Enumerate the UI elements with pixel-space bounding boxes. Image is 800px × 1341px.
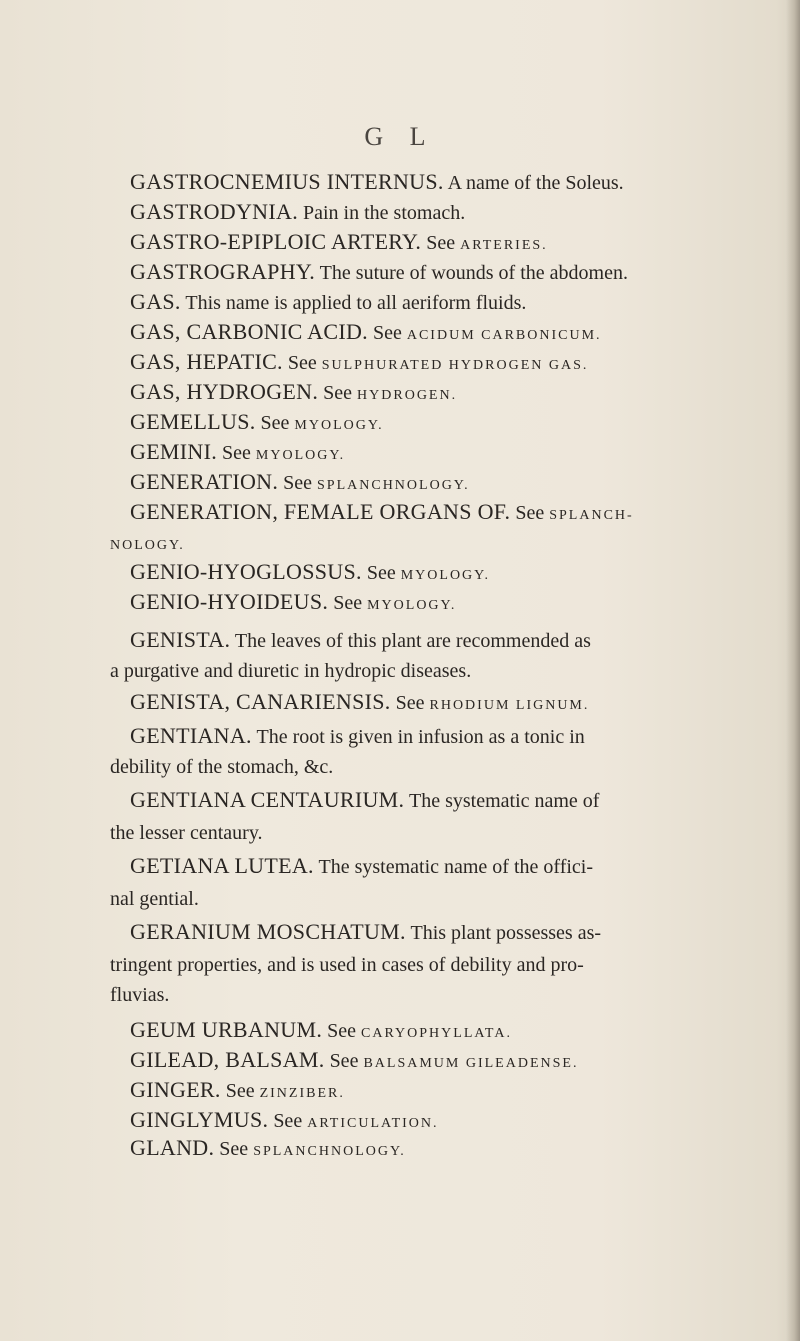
entry-line xyxy=(110,820,263,848)
entry-headword: GEUM URBANUM. xyxy=(130,1017,323,1042)
entry-headword: GENISTA. xyxy=(130,627,231,652)
entry-line xyxy=(130,724,585,752)
entry-definition: fluvias. xyxy=(110,984,170,1006)
entry-line xyxy=(130,560,490,588)
entry-headword: GASTROCNEMIUS INTERNUS. xyxy=(130,169,444,194)
entry-headword: GINGLYMUS. xyxy=(130,1107,269,1132)
entry-definition: nal gential. xyxy=(110,888,199,910)
entry-definition: See xyxy=(510,502,550,524)
entry-definition: See xyxy=(318,382,358,404)
entry-crossref: MYOLOGY. xyxy=(400,568,490,583)
entry-line xyxy=(130,260,628,288)
entry-crossref: CARYOPHYLLATA. xyxy=(361,1026,512,1041)
entry-headword: GASTRO-EPIPLOIC ARTERY. xyxy=(130,229,422,254)
entry-definition: A name of the Soleus. xyxy=(443,172,624,194)
entry-definition: This name is applied to all aeriform fluids. xyxy=(180,292,527,314)
entry-line xyxy=(130,470,470,498)
entry-headword: GAS. xyxy=(130,289,181,314)
entry-definition: See xyxy=(367,322,407,344)
entry-line xyxy=(130,854,593,882)
entry-crossref: ARTICULATION. xyxy=(307,1116,439,1131)
entry-definition: Pain in the stomach. xyxy=(298,202,466,224)
entry-headword: GENERATION. xyxy=(130,469,279,494)
entry-line xyxy=(130,500,634,528)
entry-crossref: MYOLOGY. xyxy=(367,598,457,613)
entry-line xyxy=(130,320,602,348)
entry-definition: The leaves of this plant are recommended as xyxy=(230,630,591,652)
entry-definition: See xyxy=(220,1080,260,1102)
entry-line xyxy=(130,1108,439,1136)
entry-definition: tringent properties, and is used in cases of debility and pro- xyxy=(110,954,584,976)
entry-definition: This plant possesses as- xyxy=(405,922,602,944)
entry-headword: GASTRODYNIA. xyxy=(130,199,298,224)
entry-crossref: SULPHURATED HYDROGEN GAS. xyxy=(321,358,589,373)
entry-definition: a purgative and diuretic in hydropic diseases. xyxy=(110,660,472,682)
entry-headword: GAS, HYDROGEN. xyxy=(130,379,319,404)
entry-definition: See xyxy=(322,1020,362,1042)
entry-line xyxy=(130,1018,512,1046)
entry-headword: GINGER. xyxy=(130,1077,221,1102)
entry-line xyxy=(130,440,345,468)
entry-line xyxy=(110,886,199,914)
entry-definition: See xyxy=(214,1138,254,1160)
entry-line xyxy=(130,200,465,228)
entry-headword: GEMELLUS. xyxy=(130,409,256,434)
entry-headword: GLAND. xyxy=(130,1135,215,1160)
entry-crossref: RHODIUM LIGNUM. xyxy=(429,698,590,713)
entry-crossref: MYOLOGY. xyxy=(255,448,346,463)
entry-headword: GAS, HEPATIC. xyxy=(130,349,283,374)
entry-line xyxy=(110,658,471,686)
entry-line xyxy=(130,920,601,948)
entry-headword: GASTROGRAPHY. xyxy=(130,259,316,284)
entry-definition: See xyxy=(255,412,295,434)
entry-definition: The suture of wounds of the abdomen. xyxy=(315,262,628,284)
entry-line xyxy=(130,628,591,656)
entry-line xyxy=(130,1136,406,1164)
entry-definition: The systematic name of xyxy=(404,790,600,812)
entry-definition: The root is given in infusion as a tonic in xyxy=(251,726,585,748)
entry-definition: the lesser centaury. xyxy=(110,822,263,844)
entry-line xyxy=(130,380,457,408)
entry-line xyxy=(130,410,384,438)
entry-line xyxy=(130,690,589,718)
entry-definition: The systematic name of the offici- xyxy=(313,856,594,878)
entry-definition: See xyxy=(278,472,318,494)
entry-line xyxy=(130,230,548,258)
entry-crossref: ZINZIBER. xyxy=(259,1086,345,1101)
entry-line xyxy=(110,952,584,980)
entry-definition: See xyxy=(217,442,256,464)
entry-headword: GENTIANA. xyxy=(130,723,252,748)
entry-line xyxy=(110,982,169,1010)
entry-definition: See xyxy=(282,352,322,374)
entry-headword: GETIANA LUTEA. xyxy=(130,853,314,878)
entry-line xyxy=(130,350,588,378)
entry-line xyxy=(130,290,526,318)
entry-headword: GILEAD, BALSAM. xyxy=(130,1047,325,1072)
entry-headword: GAS, CARBONIC ACID. xyxy=(130,319,368,344)
entry-crossref: HYDROGEN. xyxy=(357,388,458,403)
entry-crossref: ARTERIES. xyxy=(460,238,548,253)
entry-headword: GENIO-HYOIDEUS. xyxy=(130,589,329,614)
entry-definition: debility of the stomach, &c. xyxy=(110,756,334,778)
entry-definition: See xyxy=(268,1110,308,1132)
entry-line xyxy=(130,170,624,198)
entry-definition: See xyxy=(361,562,401,584)
entry-definition: See xyxy=(328,592,368,614)
entry-headword: GENIO-HYOGLOSSUS. xyxy=(130,559,362,584)
entry-crossref: NOLOGY. xyxy=(110,538,185,553)
entry-definition: See xyxy=(390,692,430,714)
page-edge-shadow xyxy=(786,0,800,1341)
entry-crossref: SPLANCHNOLOGY. xyxy=(253,1144,406,1159)
entry-headword: GENERATION, FEMALE ORGANS OF. xyxy=(130,499,511,524)
running-head: G L xyxy=(364,122,436,151)
entry-line xyxy=(130,1048,578,1076)
entry-line xyxy=(130,1078,345,1106)
entry-line xyxy=(110,530,185,558)
entry-definition: See xyxy=(421,232,461,254)
entry-line xyxy=(110,754,333,782)
entry-headword: GENTIANA CENTAURIUM. xyxy=(130,787,405,812)
entry-line xyxy=(130,590,456,618)
entry-headword: GENISTA, CANARIENSIS. xyxy=(130,689,391,714)
entry-crossref: ACIDUM CARBONICUM. xyxy=(406,328,602,343)
entry-definition: See xyxy=(324,1050,364,1072)
entry-crossref: BALSAMUM GILEADENSE. xyxy=(363,1056,579,1071)
entry-crossref: MYOLOGY. xyxy=(294,418,384,433)
entry-line xyxy=(130,788,599,816)
entry-headword: GEMINI. xyxy=(130,439,218,464)
entry-headword: GERANIUM MOSCHATUM. xyxy=(130,919,406,944)
entry-crossref: SPLANCH- xyxy=(549,508,634,523)
entry-crossref: SPLANCHNOLOGY. xyxy=(317,478,470,493)
